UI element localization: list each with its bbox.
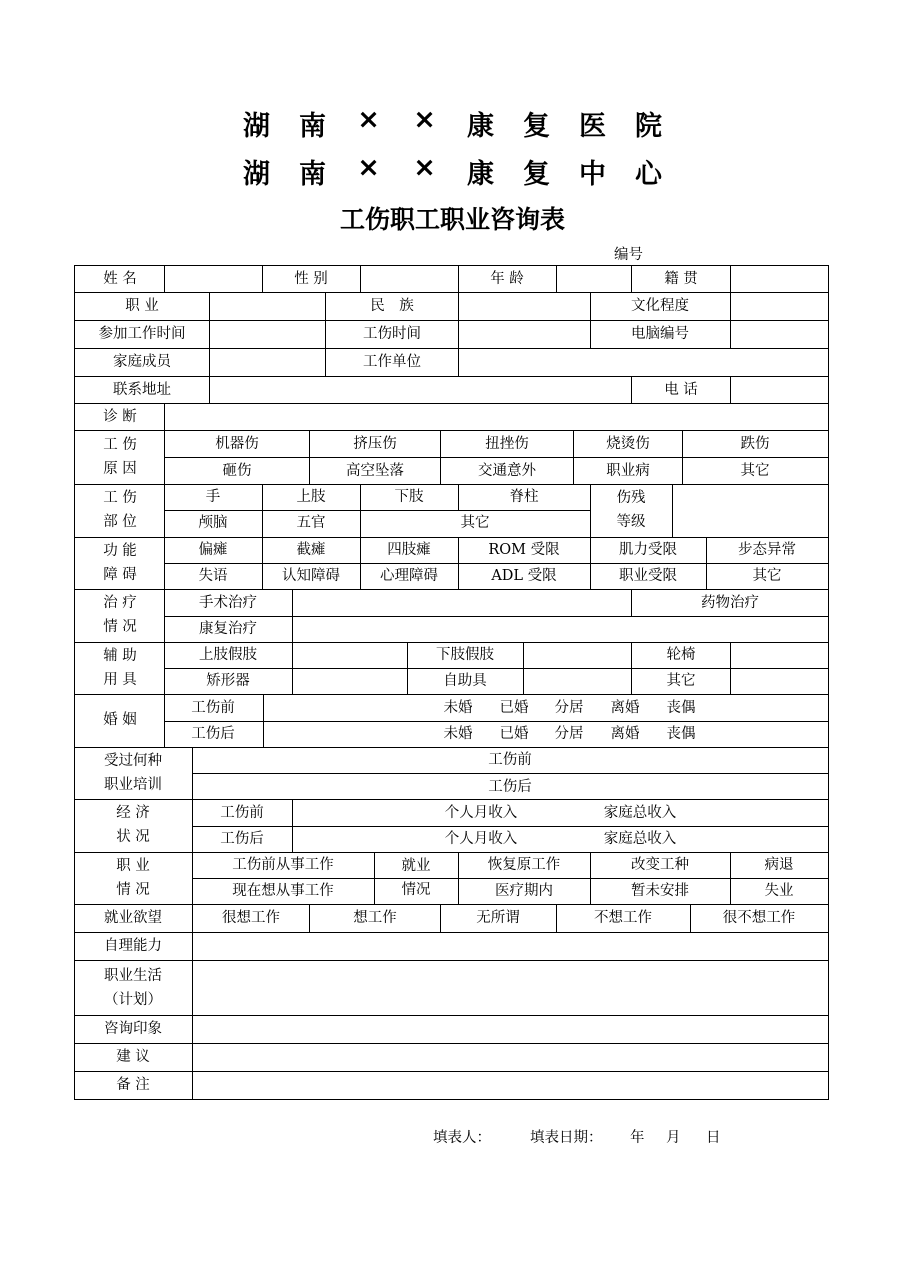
job-option: 恢复原工作: [487, 857, 561, 873]
fill-date-label: 填表日期：: [530, 1130, 603, 1146]
label-econ-after: 工伤后: [220, 831, 264, 847]
function-option: 心理障碍: [380, 568, 438, 584]
label-ethnicity: 民 族: [370, 298, 414, 314]
label-gender: 性 别: [294, 271, 328, 287]
part-option: 下肢: [394, 489, 424, 505]
title-char: 南: [299, 111, 326, 142]
label-injury-time: 工伤时间: [363, 326, 421, 342]
marriage-option: 丧偶: [666, 726, 696, 742]
function-option: 职业受限: [619, 568, 677, 584]
title-char: 复: [523, 159, 550, 190]
label-injury-part: 工 伤 部 位: [103, 490, 137, 530]
label-surgery: 手术治疗: [199, 595, 257, 611]
label-self-care: 自理能力: [104, 938, 162, 954]
title-char: 复: [523, 111, 550, 142]
label-drug-therapy: 药物治疗: [701, 595, 759, 611]
title-char: 医: [579, 111, 606, 142]
label-job-before: 工伤前从事工作: [232, 857, 334, 873]
function-option: ROM 受限: [488, 542, 560, 558]
job-option: 改变工种: [631, 857, 689, 873]
label-aid-other: 其它: [666, 673, 696, 689]
title-char: ×: [357, 104, 380, 135]
function-option: 截瘫: [296, 542, 326, 558]
cause-option: 其它: [740, 463, 770, 479]
label-upper-prosthesis: 上肢假肢: [199, 647, 257, 663]
label-econ-before: 工伤前: [220, 805, 264, 821]
title-char: 中: [579, 159, 606, 190]
marriage-option: 未婚: [443, 700, 473, 716]
label-lower-prosthesis: 下肢假肢: [436, 647, 494, 663]
marriage-option: 分居: [554, 700, 584, 716]
day-label: 日: [706, 1130, 721, 1146]
label-name: 姓 名: [103, 271, 137, 287]
cause-option: 职业病: [606, 463, 650, 479]
label-after-injury: 工伤后: [191, 726, 235, 742]
label-marriage: 婚 姻: [103, 712, 137, 728]
marriage-option: 已婚: [499, 726, 529, 742]
label-training-before: 工伤前: [488, 752, 532, 768]
job-option: 失业: [764, 883, 794, 899]
part-option: 上肢: [296, 489, 326, 505]
title-char: 湖: [243, 159, 270, 190]
label-family-income: 家庭总收入: [603, 831, 677, 847]
marriage-option: 离婚: [610, 700, 640, 716]
desire-option: 无所谓: [476, 910, 520, 926]
job-option: 暂未安排: [631, 883, 689, 899]
desire-option: 很想工作: [222, 910, 280, 926]
label-injury-cause: 工 伤 原 因: [103, 437, 137, 477]
label-family-income: 家庭总收入: [603, 805, 677, 821]
desire-option: 想工作: [353, 910, 397, 926]
title-char: 心: [635, 159, 662, 190]
desire-option: 不想工作: [594, 910, 652, 926]
title-char: 湖: [243, 111, 270, 142]
label-before-injury: 工伤前: [191, 700, 235, 716]
cause-option: 跌伤: [740, 436, 770, 452]
title-char: 康: [467, 159, 494, 190]
label-age: 年 龄: [490, 271, 524, 287]
label-employment-status: 就业 情况: [401, 858, 431, 898]
cause-option: 砸伤: [222, 463, 252, 479]
part-option: 五官: [296, 515, 326, 531]
label-personal-income: 个人月收入: [444, 805, 518, 821]
label-function-impairment: 功 能 障 碍: [103, 543, 137, 583]
function-option: 失语: [198, 568, 228, 584]
label-treatment: 治 疗 情 况: [103, 595, 137, 635]
title-char: 康: [467, 111, 494, 142]
title-char: ×: [413, 152, 436, 183]
cause-option: 高空坠落: [346, 463, 404, 479]
function-option: 肌力受限: [619, 542, 677, 558]
label-occupation: 职 业: [125, 298, 159, 314]
function-option: ADL 受限: [491, 568, 557, 584]
label-computer-no: 电脑编号: [631, 326, 689, 342]
marriage-option: 丧偶: [666, 700, 696, 716]
job-option: 病退: [764, 857, 794, 873]
function-option: 其它: [752, 568, 782, 584]
label-rehab-therapy: 康复治疗: [199, 621, 257, 637]
label-job-status: 职 业 情 况: [116, 858, 150, 898]
marriage-option: 已婚: [499, 700, 529, 716]
label-job-desired: 现在想从事工作: [232, 883, 334, 899]
label-family: 家庭成员: [113, 354, 171, 370]
label-advice: 建 议: [116, 1049, 150, 1065]
marriage-option: 离婚: [610, 726, 640, 742]
title-char: ×: [413, 104, 436, 135]
label-personal-income: 个人月收入: [444, 831, 518, 847]
label-work-start: 参加工作时间: [98, 326, 186, 342]
cause-option: 交通意外: [478, 463, 536, 479]
label-wheelchair: 轮椅: [666, 647, 696, 663]
label-self-help-device: 自助具: [443, 673, 487, 689]
title-char: ×: [357, 152, 380, 183]
marriage-option: 分居: [554, 726, 584, 742]
function-option: 步态异常: [738, 542, 796, 558]
desire-option: 很不想工作: [722, 910, 796, 926]
label-assistive-devices: 辅 助 用 具: [103, 648, 137, 688]
month-label: 月: [666, 1130, 681, 1146]
label-diagnosis: 诊 断: [103, 409, 137, 425]
label-training-after: 工伤后: [488, 779, 532, 795]
label-economic-status: 经 济 状 况: [116, 805, 150, 845]
form-title: 工伤职工职业咨询表: [339, 205, 565, 234]
cause-option: 扭挫伤: [485, 436, 529, 452]
label-remarks: 备 注: [116, 1077, 150, 1093]
number-label: 编号: [614, 247, 643, 263]
function-option: 四肢瘫: [387, 542, 431, 558]
function-option: 偏瘫: [198, 542, 228, 558]
cause-option: 机器伤: [215, 436, 259, 452]
year-label: 年: [630, 1130, 645, 1146]
filler-label: 填表人：: [433, 1130, 491, 1146]
job-option: 医疗期内: [495, 883, 553, 899]
label-employment-desire: 就业欲望: [104, 910, 162, 926]
part-option: 颅脑: [198, 515, 228, 531]
function-option: 认知障碍: [282, 568, 340, 584]
part-option: 脊柱: [509, 489, 539, 505]
label-disability-level: 伤残 等级: [616, 490, 646, 530]
cause-option: 挤压伤: [353, 436, 397, 452]
label-education: 文化程度: [631, 298, 689, 314]
label-phone: 电 话: [664, 382, 698, 398]
cause-option: 烧烫伤: [606, 436, 650, 452]
part-option: 手: [205, 489, 221, 505]
label-orthosis: 矫形器: [206, 673, 250, 689]
title-char: 南: [299, 159, 326, 190]
marriage-option: 未婚: [443, 726, 473, 742]
label-native: 籍 贯: [664, 271, 698, 287]
label-career-life-plan: 职业生活 （计划）: [104, 968, 162, 1008]
label-employer: 工作单位: [363, 354, 421, 370]
part-option: 其它: [460, 515, 490, 531]
label-vocational-training: 受过何种 职业培训: [104, 753, 162, 793]
title-char: 院: [635, 111, 662, 142]
label-consult-impression: 咨询印象: [104, 1021, 162, 1037]
label-address: 联系地址: [113, 382, 171, 398]
